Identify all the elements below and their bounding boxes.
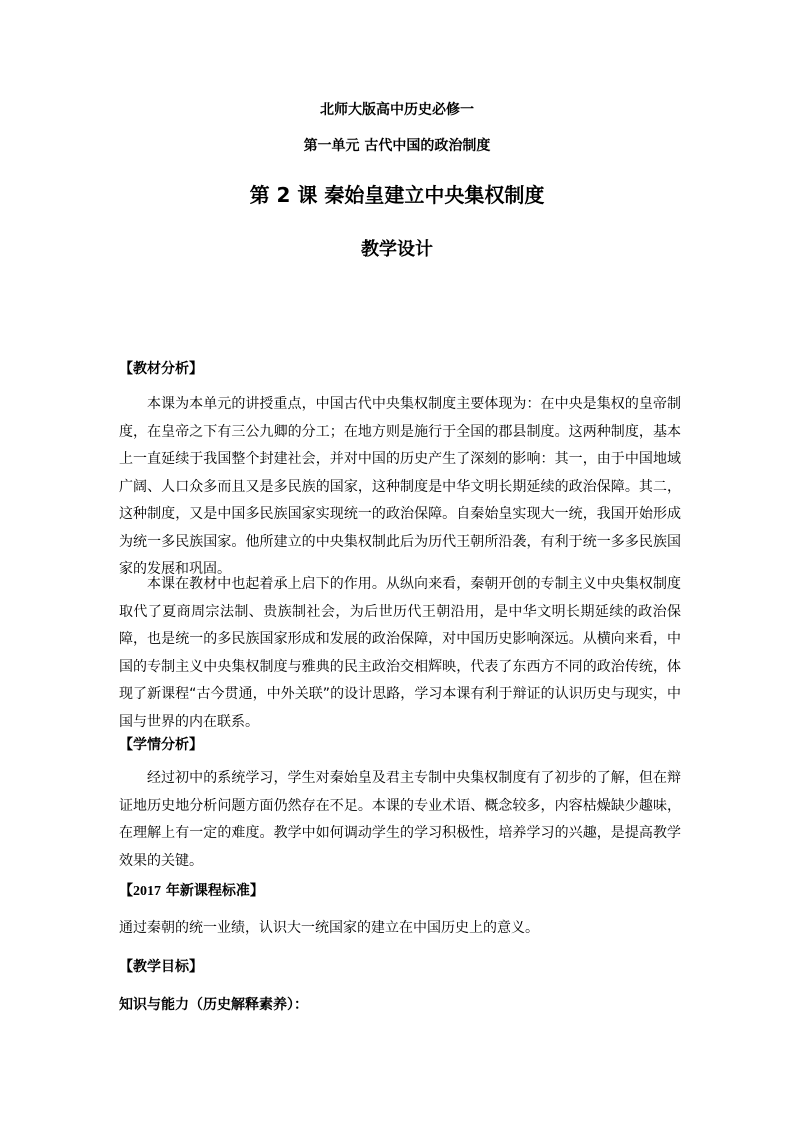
teaching-goals-subheading: 知识与能力（历史解释素养）： bbox=[119, 997, 308, 1013]
student-analysis-paragraph: 经过初中的系统学习，学生对秦始皇及君主专制中央集权制度有了初步的了解，但在辩证地历史地分析问题方面仍然存在不足。本课的专业术语、概念较多，内容枯燥缺少趣味，在理解上有一定的难度。教学中如何调动学生的学习积极性，培养学习的兴趣，是提高教学效果的关键。 bbox=[119, 770, 681, 869]
curriculum-standard-heading bbox=[119, 880, 681, 900]
textbook-analysis-paragraph-2: 本课在教材中也起着承上启下的作用。从纵向来看，秦朝开创的专制主义中央集权制度取代了夏商周宗法制、贵族制社会，为后世历代王朝沿用，是中华文明长期延续的政治保障，也是统一的多民族国家形成和发展的政治保障，对中国历史影响深远。从横向来看，中国的专制主义中央集权制度与雅典的民主政治交相辉映，代表了东西方不同的政治传统，体现了新课程“古今贯通，中外关联”的设计思路，学习本课有利于辩证的认识历史与现实，中国与世界的内在联系。 bbox=[119, 576, 681, 730]
curriculum-heading-year: 2017 bbox=[133, 884, 161, 899]
teaching-goals-heading: 【教学目标】 bbox=[119, 959, 203, 975]
curriculum-standard-text: 通过秦朝的统一业绩，认识大一统国家的建立在中国历史上的意义。 bbox=[119, 920, 539, 936]
curriculum-heading-rest: 年新课程标准】 bbox=[161, 883, 264, 899]
textbook-analysis-heading: 【教材分析】 bbox=[119, 361, 203, 377]
lesson-title: 第 2 课 秦始皇建立中央集权制度 bbox=[249, 183, 545, 207]
student-analysis-heading: 【学情分析】 bbox=[119, 737, 203, 753]
unit-title: 第一单元 古代中国的政治制度 bbox=[303, 138, 491, 154]
document-type-title: 教学设计 bbox=[361, 239, 433, 260]
curriculum-heading-open: 【 bbox=[119, 883, 133, 899]
book-title: 北师大版高中历史必修一 bbox=[320, 102, 474, 118]
textbook-analysis-paragraph-1: 本课为本单元的讲授重点，中国古代中央集权制度主要体现为：在中央是集权的皇帝制度，在皇帝之下有三公九卿的分工；在地方则是施行于全国的郡县制度。这两种制度，基本上一直延续于我国整个封建社会，并对中国的历史产生了深刻的影响：其一，由于中国地域广阔、人口众多而且又是多民族的国家，这种制度是中华文明长期延续的政治保障。其二，这种制度，又是中国多民族国家实现统一的政治保障。自秦始皇实现大一统，我国开始形成为统一多民族国家。他所建立的中央集权制此后为历代王朝所沿袭，有利于统一多多民族国家的发展和巩固。 bbox=[119, 396, 681, 577]
